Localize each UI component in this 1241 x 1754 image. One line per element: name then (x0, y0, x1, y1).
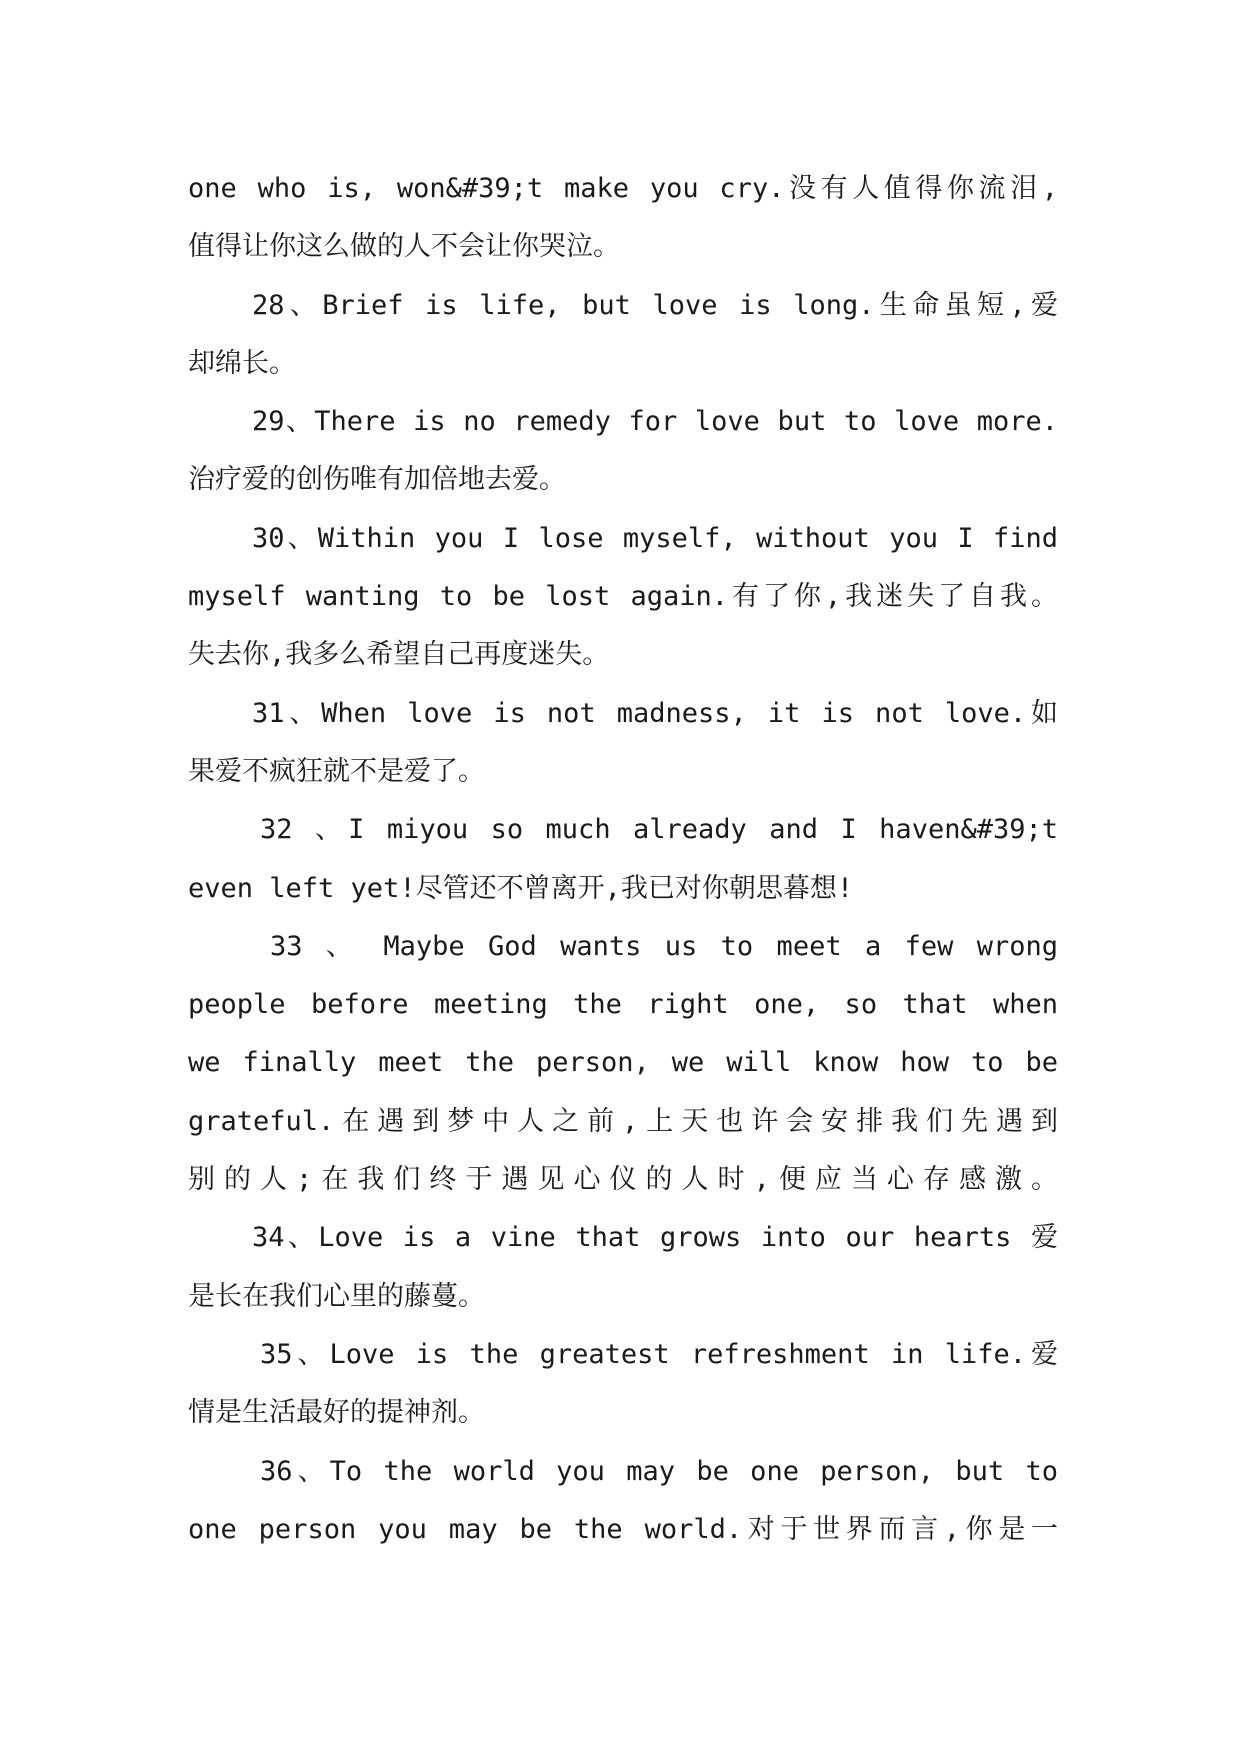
text-line: people before meeting the right one, so that when (188, 989, 1058, 1021)
text-line: we finally meet the person, we will know how to be (188, 1047, 1058, 1079)
quote-31-line: 31、When love is not madness, it is not love.如 (252, 697, 1058, 729)
text-line: 值得让你这么做的人不会让你哭泣。 (188, 231, 620, 263)
quote-36-line: 36、To the world you may be one person, but to (260, 1455, 1058, 1487)
quote-30-line: 30、Within you I lose myself, without you I find (252, 522, 1058, 554)
text-line: one person you may be the world.对于世界而言,你是一 (188, 1513, 1058, 1545)
quote-33-line: 33 、 Maybe God wants us to meet a few wrong (270, 930, 1058, 962)
document-page (188, 160, 1058, 1559)
quote-32-line: 32 、I miyou so much already and I haven&#39;t (260, 814, 1058, 846)
quote-29-line: 29、There is no remedy for love but to love more. (252, 406, 1058, 438)
quote-35-line: 35、Love is the greatest refreshment in life.爱 (260, 1338, 1058, 1370)
quote-28-line: 28、Brief is life, but love is long.生命虽短,爱 (252, 289, 1058, 321)
text-line: even left yet!尽管还不曾离开,我已对你朝思暮想! (188, 872, 854, 904)
quote-34-line: 34、Love is a vine that grows into our hearts 爱 (252, 1222, 1058, 1254)
text-line: 失去你,我多么希望自己再度迷失。 (188, 639, 610, 671)
text-line: 情是生活最好的提神剂。 (188, 1397, 485, 1429)
text-line: 别的人;在我们终于遇见心仪的人时,便应当心存感激。 (188, 1164, 1058, 1196)
text-line: 果爱不疯狂就不是爱了。 (188, 755, 485, 787)
text-line: 是长在我们心里的藤蔓。 (188, 1280, 485, 1312)
text-line: myself wanting to be lost again.有了你,我迷失了自我。 (188, 581, 1058, 613)
text-line: grateful.在遇到梦中人之前,上天也许会安排我们先遇到 (188, 1105, 1058, 1137)
text-line: 治疗爱的创伤唯有加倍地去爱。 (188, 464, 566, 496)
text-line: one who is, won&#39;t make you cry.没有人值得你流泪, (188, 173, 1058, 204)
text-line: 却绵长。 (188, 347, 296, 379)
